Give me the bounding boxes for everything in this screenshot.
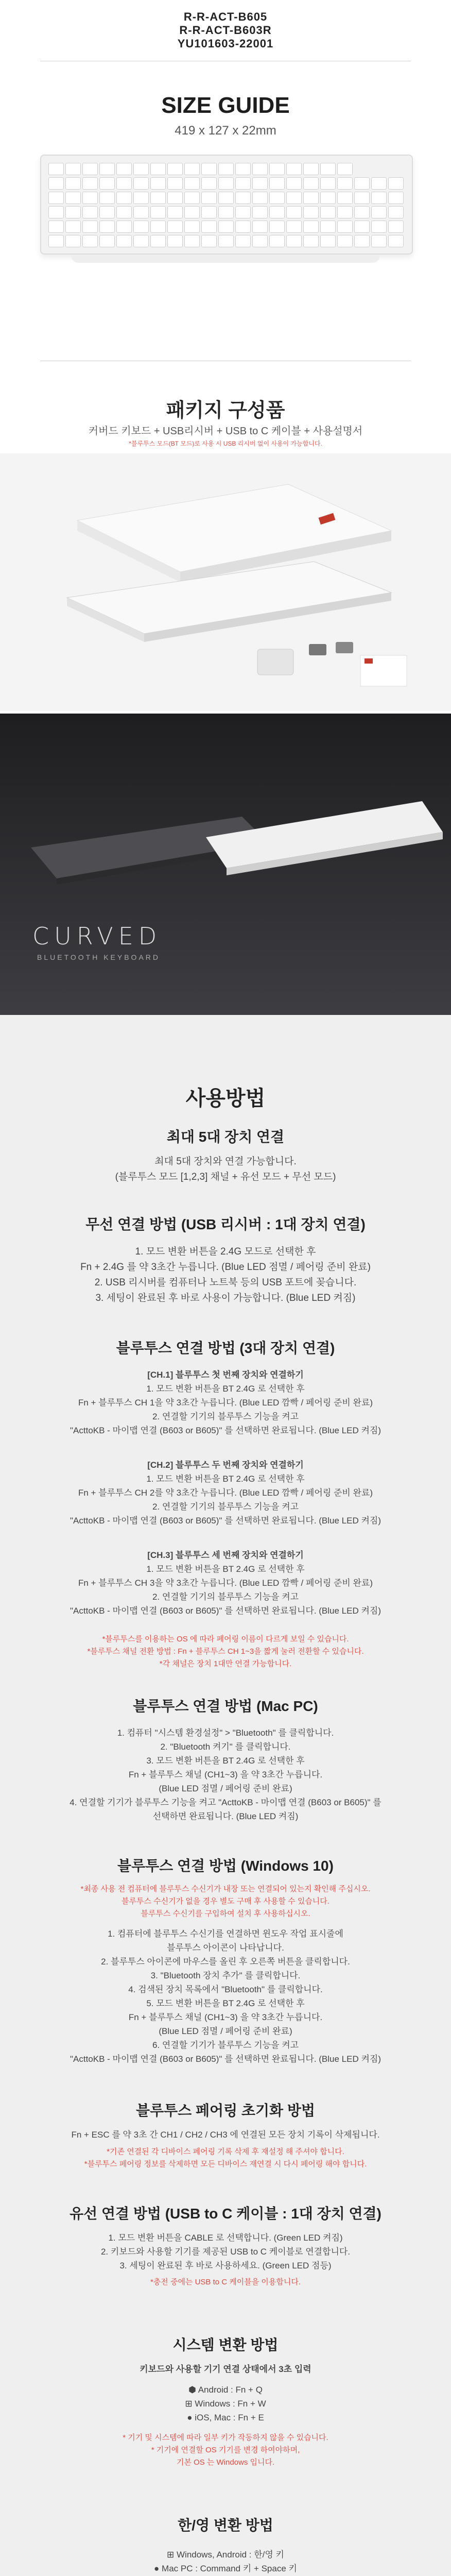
text-line: 5. 모드 변환 버튼을 BT 2.4G 로 선택한 후 <box>146 1998 305 2008</box>
keyboard-key <box>269 235 285 247</box>
keyboard-key <box>371 177 387 190</box>
keyboard-key <box>269 206 285 218</box>
keyboard-key <box>184 192 200 204</box>
bt-notes <box>0 1633 451 1670</box>
text-line: 2. "Bluetooth 켜기" 를 클릭합니다. <box>160 1742 291 1752</box>
note-line: 기본 OS 는 Windows 입니다. <box>176 2458 275 2467</box>
keyboard-key <box>388 177 404 190</box>
keyboard-key <box>354 235 370 247</box>
keyboard-key <box>167 192 183 204</box>
keyboard-key <box>235 192 251 204</box>
keyboard-key <box>218 192 234 204</box>
os-lead: 키보드와 사용할 기기 연결 상태에서 3초 입력 <box>140 2364 311 2374</box>
keyboard-key <box>48 206 64 218</box>
note-line: *블루투스 페어링 정보를 삭제하면 모든 디바이스 재연결 시 다시 페어링 해야 합니다. <box>84 2160 367 2168</box>
keyboard-key <box>286 221 302 233</box>
keyboard-key <box>99 206 115 218</box>
keyboard-key <box>337 192 353 204</box>
keyboard-key <box>303 177 319 190</box>
os-item <box>0 2383 451 2397</box>
os-item-label: Android : Fn + Q <box>198 2385 263 2395</box>
keyboard-key <box>286 206 302 218</box>
keyboard-key <box>337 206 353 218</box>
text-line: Fn + 블루투스 CH 2를 약 3초간 누릅니다. (Blue LED 깜빡 / 페어링 준비 완료) <box>78 1488 373 1498</box>
keyboard-key <box>167 235 183 247</box>
note-line: 블루투스 수신기가 없을 경우 별도 구매 후 사용할 수 있습니다. <box>122 1897 329 1906</box>
keyboard-key <box>133 163 149 175</box>
keyboard-key <box>167 163 183 175</box>
keyboard-key <box>354 177 370 190</box>
keyboard-key <box>354 192 370 204</box>
wired-note: *충전 중에는 USB to C 케이블을 이용합니다. <box>150 2278 301 2286</box>
keyboard-key <box>371 221 387 233</box>
keyboard-key <box>218 221 234 233</box>
keyboard-key <box>48 221 64 233</box>
model-number: YU101603-22001 <box>177 37 274 50</box>
text-line: 2. 키보드와 사용할 기기를 제공된 USB to C 케이블로 연결합니다. <box>100 2247 351 2257</box>
keyboard-key <box>320 235 336 247</box>
text-line: 2. 연결할 기기의 블루투스 기능을 켜고 <box>152 1502 299 1512</box>
text-line: 2. 연결할 기기의 블루투스 기능을 켜고 <box>152 1592 299 1602</box>
os-notes <box>0 2432 451 2469</box>
keyboard-key <box>201 163 217 175</box>
model-list <box>0 10 451 50</box>
keyboard-key <box>184 221 200 233</box>
keyboard-key <box>116 235 132 247</box>
keyboard-key <box>99 221 115 233</box>
keyboard-key <box>252 177 268 190</box>
keyboard-key <box>99 177 115 190</box>
package-title: 패키지 구성품 <box>166 400 285 421</box>
note-line: * 기기 및 시스템에 따라 일부 키가 작동하지 않을 수 있습니다. <box>123 2433 328 2442</box>
han-list <box>0 2548 451 2576</box>
keyboard-key <box>82 192 98 204</box>
usb-text <box>0 1244 451 1306</box>
han-item-label: Windows, Android : 한/영 키 <box>177 2550 284 2560</box>
size-guide-dimensions: 419 x 127 x 22mm <box>175 124 276 138</box>
keyboard-key <box>303 192 319 204</box>
size-guide-title: SIZE GUIDE <box>161 93 290 118</box>
text-line: "ActtoKB - 마이맵 연결 (B603 or B605)" 를 선택하면 완료됩니다. (Blue LED 켜짐) <box>70 1606 381 1616</box>
keyboard-key <box>65 206 81 218</box>
text-line: 3. 모드 변환 버튼을 BT 2.4G 로 선택한 후 <box>146 1756 305 1766</box>
keyboard-key <box>82 177 98 190</box>
keyboard-key <box>337 235 353 247</box>
text-line: 4. 연결할 기기가 블루투스 기능을 켜고 "ActtoKB - 마이맵 연결 (B603 or B605)" 를 <box>70 1798 381 1807</box>
text-line: 4. 검색된 장치 목록에서 "Bluetooth" 를 클릭합니다. <box>128 1985 323 1994</box>
keyboard-key <box>252 221 268 233</box>
bt-ch3 <box>0 1548 451 1618</box>
text-line: 3. 세팅이 완료된 후 바로 사용하세요. (Green LED 점등) <box>119 2261 332 2270</box>
text-line: Fn + 블루투스 채널 (CH1~3) 을 약 3초간 누릅니다. <box>128 2012 323 2022</box>
keyboard-key <box>371 192 387 204</box>
keyboard-key <box>388 221 404 233</box>
keyboard-key <box>65 235 81 247</box>
keyboard-key <box>269 177 285 190</box>
package-items: 커버드 키보드 + USB리시버 + USB to C 케이블 + 사용설명서 <box>88 426 363 437</box>
channel-heading: [CH.1] 블루투스 첫 번째 장치와 연결하기 <box>147 1370 304 1380</box>
keyboard-key <box>184 177 200 190</box>
text-line: 선택하면 완료됩니다. (Blue LED 켜짐) <box>152 1811 299 1821</box>
keyboard-key <box>235 177 251 190</box>
keyboard-key <box>354 206 370 218</box>
keyboard-key <box>354 221 370 233</box>
keyboard-key <box>303 163 319 175</box>
keyboard-key <box>65 177 81 190</box>
keyboard-key <box>184 163 200 175</box>
keyboard-key <box>320 221 336 233</box>
keyboard-key <box>150 235 166 247</box>
text-line: 1. 모드 변환 버튼을 2.4G 모드로 선택한 후 <box>135 1246 316 1257</box>
keyboard-key <box>218 177 234 190</box>
keyboard-key <box>133 192 149 204</box>
keyboard-key <box>82 163 98 175</box>
brand-sub: BLUETOOTH KEYBOARD <box>37 953 161 961</box>
keyboard-key <box>150 206 166 218</box>
reset-text: Fn + ESC 를 약 3초 간 CH1 / CH2 / CH3 에 연결된 모든 장치 기록이 삭제됩니다. <box>71 2130 380 2140</box>
keyboard-key <box>320 163 336 175</box>
keyboard-key <box>48 192 64 204</box>
han-title: 한/영 변환 방법 <box>178 2517 273 2533</box>
keyboard-key <box>218 235 234 247</box>
keyboard-key <box>252 206 268 218</box>
keyboard-key <box>201 192 217 204</box>
keyboard-key <box>201 206 217 218</box>
keyboard-key <box>116 206 132 218</box>
usage-title: 사용방법 <box>185 1087 266 1110</box>
text-line: "ActtoKB - 마이맵 연결 (B603 or B605)" 를 선택하면 완료됩니다. (Blue LED 켜짐) <box>70 2054 381 2064</box>
mac-text <box>0 1726 451 1823</box>
keyboard-key <box>99 192 115 204</box>
text-line: 최대 5대 장치와 연결 가능합니다. <box>154 1156 297 1167</box>
han-item <box>0 2548 451 2562</box>
keyboard-key <box>286 163 302 175</box>
mac-title: 블루투스 연결 방법 (Mac PC) <box>133 1698 318 1714</box>
keyboard-key <box>48 177 64 190</box>
keyboard-key <box>167 206 183 218</box>
text-line: 1. 모드 변환 버튼을 BT 2.4G 로 선택한 후 <box>146 1564 305 1574</box>
model-number: R-R-ACT-B603R <box>179 24 272 37</box>
keyboard-key <box>133 221 149 233</box>
keyboard-key <box>235 163 251 175</box>
os-item-label: Windows : Fn + W <box>195 2399 266 2409</box>
keyboard-key <box>116 221 132 233</box>
keyboard-key <box>320 192 336 204</box>
text-line: "ActtoKB - 마이맵 연결 (B603 or B605)" 를 선택하면 완료됩니다. (Blue LED 켜짐) <box>70 1516 381 1526</box>
keyboard-key <box>184 206 200 218</box>
note-line: *기존 연결된 각 디바이스 페어링 기록 삭제 후 재설정 해 주셔야 합니다. <box>107 2147 344 2156</box>
channel-heading: [CH.3] 블루투스 세 번째 장치와 연결하기 <box>147 1550 304 1560</box>
keyboard-key <box>303 206 319 218</box>
keyboard-key <box>116 177 132 190</box>
note-line: *블루투스를 이용하는 OS 에 따라 페어링 이름이 다르게 보일 수 있습니다. <box>102 1635 349 1643</box>
text-line: 1. 컴퓨터 "시스템 환경설정" > "Bluetooth" 를 클릭합니다. <box>117 1728 334 1738</box>
keyboard-key <box>235 235 251 247</box>
package-photo <box>0 453 451 711</box>
keyboard-key <box>99 163 115 175</box>
keyboard-key <box>337 221 353 233</box>
keyboard-key <box>320 206 336 218</box>
keyboard-key <box>235 206 251 218</box>
keyboard-key <box>252 192 268 204</box>
keyboard-key <box>320 177 336 190</box>
keyboard-key <box>167 221 183 233</box>
keyboard-key <box>65 221 81 233</box>
text-line: 2. 블루투스 아이콘에 마우스를 올린 후 오른쪽 버튼을 클릭합니다. <box>101 1957 350 1967</box>
keyboard-key <box>167 177 183 190</box>
bt-ch1 <box>0 1368 451 1437</box>
keyboard-key <box>371 235 387 247</box>
han-item <box>0 2562 451 2575</box>
wired-text <box>0 2231 451 2273</box>
keyboard-illustration <box>40 155 411 263</box>
reset-title: 블루투스 페어링 초기화 방법 <box>136 2103 315 2119</box>
product-photo <box>0 714 451 1015</box>
bt-title: 블루투스 연결 방법 (3대 장치 연결) <box>116 1340 335 1356</box>
note-line: *최종 사용 전 컴퓨터에 블루투스 수신기가 내장 또는 연결되어 있는지 확인해 주십시오. <box>80 1885 371 1893</box>
keyboard-key <box>65 192 81 204</box>
keyboard-key <box>150 177 166 190</box>
keyboard-key <box>218 206 234 218</box>
keyboard-key <box>82 235 98 247</box>
keyboard-key <box>269 221 285 233</box>
win-title: 블루투스 연결 방법 (Windows 10) <box>117 1858 334 1874</box>
keyboard-key <box>252 235 268 247</box>
brand-name: CURVED <box>32 922 162 950</box>
keyboard-key <box>82 206 98 218</box>
bt-ch2 <box>0 1458 451 1528</box>
keyboard-key <box>218 163 234 175</box>
keyboard-key <box>286 177 302 190</box>
keyboard-key <box>82 221 98 233</box>
keyboard-key <box>388 192 404 204</box>
text-line: Fn + 2.4G 를 약 3초간 누릅니다. (Blue LED 점멸 / 페어링 준비 완료) <box>80 1262 371 1273</box>
os-item-label: iOS, Mac : Fn + E <box>195 2413 264 2422</box>
text-line: 1. 모드 변환 버튼을 BT 2.4G 로 선택한 후 <box>146 1384 305 1394</box>
keyboard-key <box>150 192 166 204</box>
keyboard-key <box>48 235 64 247</box>
os-item <box>0 2411 451 2425</box>
win-notes <box>0 1883 451 1920</box>
os-item <box>0 2397 451 2411</box>
usb-title: 무선 연결 방법 (USB 리시버 : 1대 장치 연결) <box>85 1216 366 1232</box>
keyboard-key <box>65 163 81 175</box>
keyboard-key <box>201 177 217 190</box>
keyboard-key <box>337 163 353 175</box>
keyboard-key <box>388 206 404 218</box>
text-line: 2. USB 리시버를 컴퓨터나 노트북 등의 USB 포트에 꽂습니다. <box>94 1277 357 1288</box>
keyboard-key <box>388 235 404 247</box>
text-line: Fn + 블루투스 CH 3을 약 3초간 누릅니다. (Blue LED 깜빡 / 페어링 준비 완료) <box>78 1578 373 1588</box>
text-line: 6. 연결할 기기가 블루투스 기능을 켜고 <box>152 2040 299 2050</box>
keyboard-key <box>286 235 302 247</box>
note-line: *블루투스 채널 전환 방법 : Fn + 블루투스 CH 1~3을 짧게 눌러 전환할 수 있습니다. <box>87 1647 364 1656</box>
wired-title: 유선 연결 방법 (USB to C 케이블 : 1대 장치 연결) <box>70 2206 381 2222</box>
keyboard-key <box>133 235 149 247</box>
text-line: 3. "Bluetooth 장치 추가" 를 클릭합니다. <box>150 1971 301 1980</box>
text-line: (Blue LED 점멸 / 페어링 준비 완료) <box>159 2026 292 2036</box>
win-text <box>0 1927 451 2066</box>
keyboard-key <box>303 221 319 233</box>
keyboard-key <box>252 163 268 175</box>
reset-notes <box>0 2146 451 2171</box>
max-device-title: 최대 5대 장치 연결 <box>166 1129 285 1145</box>
text-line: 2. 연결할 기기의 블루투스 기능을 켜고 <box>152 1412 299 1421</box>
keyboard-key <box>269 163 285 175</box>
keyboard-key <box>116 163 132 175</box>
os-title: 시스템 변환 방법 <box>172 2337 279 2353</box>
text-line: (블루투스 모드 [1,2,3] 채널 + 유선 모드 + 무선 모드) <box>115 1172 336 1182</box>
keyboard-key <box>150 221 166 233</box>
note-line: * 기기에 연결할 OS 기기를 변경 하여야하며, <box>151 2446 300 2454</box>
keyboard-key <box>133 177 149 190</box>
keyboard-key <box>235 221 251 233</box>
keyboard-key <box>184 235 200 247</box>
keyboard-key <box>303 235 319 247</box>
keyboard-key <box>286 192 302 204</box>
package-note: *블루투스 모드(BT 모드)로 사용 시 USB 리시버 없이 사용이 가능합니다. <box>129 440 322 447</box>
windows-icon: ⊞ <box>185 2399 195 2409</box>
apple-icon: ● <box>154 2564 162 2573</box>
text-line: 1. 모드 변환 버튼을 BT 2.4G 로 선택한 후 <box>146 1474 305 1484</box>
android-icon: ⬢ <box>188 2385 198 2395</box>
text-line: "ActtoKB - 마이맵 연결 (B603 or B605)" 를 선택하면 완료됩니다. (Blue LED 켜짐) <box>70 1426 381 1435</box>
keyboard-key <box>201 235 217 247</box>
channel-heading: [CH.2] 블루투스 두 번째 장치와 연결하기 <box>147 1460 304 1470</box>
keyboard-key <box>133 206 149 218</box>
text-line: 블루투스 아이콘이 나타납니다. <box>167 1943 284 1953</box>
text-line: 1. 컴퓨터에 블루투스 수신기를 연결하면 윈도우 작업 표시줄에 <box>108 1929 343 1939</box>
keyboard-key <box>201 221 217 233</box>
text-line: 1. 모드 변환 버튼을 CABLE 로 선택합니다. (Green LED 켜짐) <box>108 2233 343 2243</box>
os-list <box>0 2383 451 2425</box>
keyboard-key <box>48 163 64 175</box>
windows-icon: ⊞ <box>167 2550 177 2560</box>
note-line: *각 채널은 장치 1대만 연결 가능합니다. <box>159 1659 292 1668</box>
text-line: (Blue LED 점멸 / 페어링 준비 완료) <box>159 1784 292 1793</box>
han-item-label: Mac PC : Command 키 + Space 키 <box>162 2564 297 2573</box>
text-line: Fn + 블루투스 채널 (CH1~3) 을 약 3초간 누릅니다. <box>128 1770 323 1780</box>
keyboard-key <box>371 206 387 218</box>
keyboard-key <box>337 177 353 190</box>
keyboard-key <box>99 235 115 247</box>
keyboard-key <box>269 192 285 204</box>
keyboard-key <box>116 192 132 204</box>
text-line: Fn + 블루투스 CH 1을 약 3초간 누릅니다. (Blue LED 깜빡 / 페어링 준비 완료) <box>78 1398 373 1408</box>
text-line: 3. 세팅이 완료된 후 바로 사용이 가능합니다. (Blue LED 켜짐) <box>95 1293 356 1303</box>
max-device-text <box>0 1154 451 1185</box>
apple-icon: ● <box>187 2413 195 2422</box>
note-line: 블루투스 수신기를 구입하여 설치 후 사용하십시오. <box>141 1909 310 1918</box>
keyboard-key <box>150 163 166 175</box>
model-number: R-R-ACT-B605 <box>183 10 268 23</box>
